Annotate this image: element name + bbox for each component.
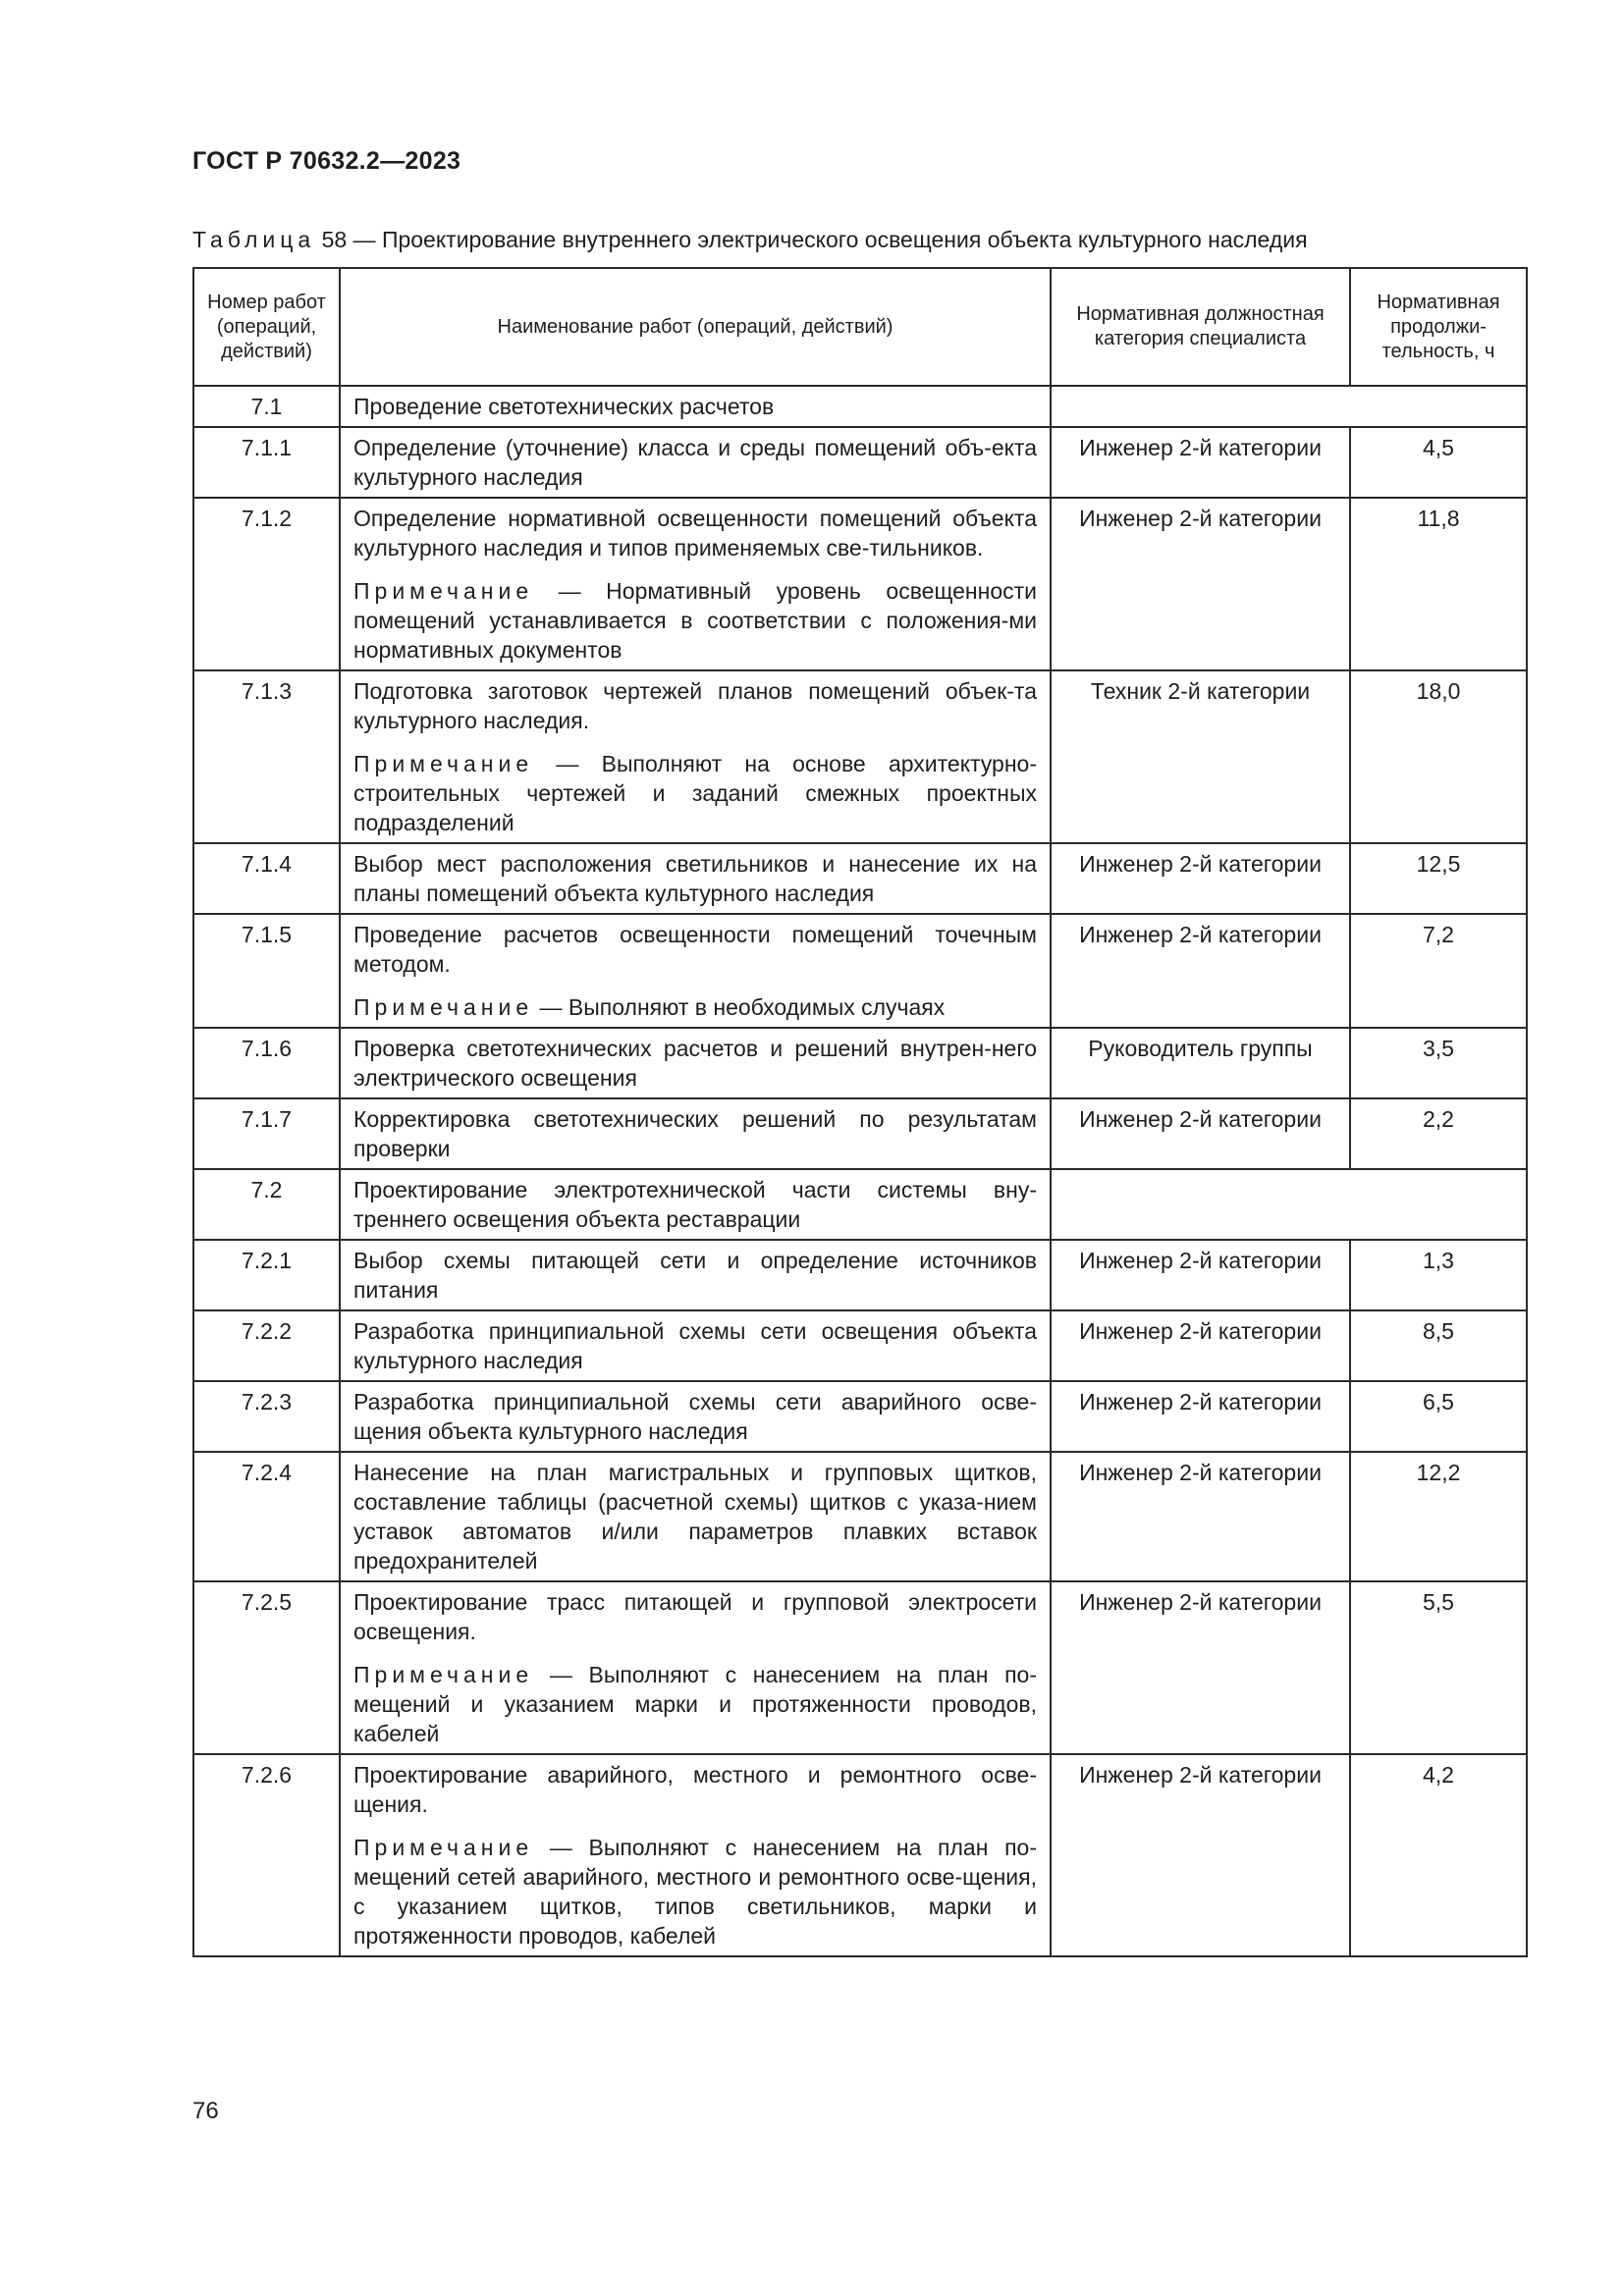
row-name: Выбор схемы питающей сети и определение источников питания bbox=[353, 1248, 1037, 1303]
row-duration: 3,5 bbox=[1350, 1028, 1527, 1098]
row-category: Руководитель группы bbox=[1051, 1028, 1350, 1098]
document-title: ГОСТ Р 70632.2—2023 bbox=[192, 147, 461, 175]
row-note-label: Примечание bbox=[353, 994, 534, 1020]
table-row bbox=[193, 498, 1527, 670]
row-number: 7.1.2 bbox=[193, 498, 340, 670]
row-name: Определение нормативной освещенности помещений объекта культурного наследия и типов применяемых све-тильников. bbox=[353, 506, 1037, 561]
row-duration: 4,5 bbox=[1350, 427, 1527, 498]
row-name: Проверка светотехнических расчетов и решений внутрен-него электрического освещения bbox=[353, 1036, 1037, 1091]
table-row bbox=[193, 670, 1527, 843]
row-note-label: Примечание bbox=[353, 578, 534, 604]
row-note-text: — Выполняют в необходимых случаях bbox=[539, 994, 946, 1020]
row-category: Инженер 2-й категории bbox=[1051, 1240, 1350, 1310]
row-name-cell bbox=[340, 427, 1051, 498]
row-empty-cell bbox=[1051, 386, 1527, 427]
row-name: Проведение расчетов освещенности помещений точечным методом. bbox=[353, 922, 1037, 977]
row-name-cell bbox=[340, 1240, 1051, 1310]
column-header-name: Наименование работ (операций, действий) bbox=[340, 268, 1051, 386]
row-name-cell bbox=[340, 1169, 1051, 1240]
table-caption bbox=[192, 227, 1308, 253]
row-duration: 2,2 bbox=[1350, 1098, 1527, 1169]
row-name-cell bbox=[340, 1028, 1051, 1098]
row-number: 7.2.2 bbox=[193, 1310, 340, 1381]
table-body bbox=[193, 386, 1527, 1956]
row-name-cell bbox=[340, 1452, 1051, 1581]
row-note bbox=[353, 576, 1037, 665]
row-duration: 8,5 bbox=[1350, 1310, 1527, 1381]
row-category: Техник 2-й категории bbox=[1051, 670, 1350, 843]
row-note bbox=[353, 1833, 1037, 1950]
row-name-cell bbox=[340, 1381, 1051, 1452]
table-row bbox=[193, 1310, 1527, 1381]
row-name-cell bbox=[340, 1098, 1051, 1169]
row-note-label: Примечание bbox=[353, 751, 534, 776]
row-note-text: — Выполняют с нанесением на план по-мещений сетей аварийного, местного и ремонтного осве-щения, с указанием щитков, типов светильников, марки и протяженности проводов, кабелей bbox=[353, 1835, 1037, 1949]
row-duration: 1,3 bbox=[1350, 1240, 1527, 1310]
row-name: Проектирование аварийного, местного и ремонтного осве-щения. bbox=[353, 1762, 1037, 1817]
row-note-text: — Нормативный уровень освещенности помещений устанавливается в соответствии с положения-ми нормативных документов bbox=[353, 578, 1038, 663]
row-note-label: Примечание bbox=[353, 1835, 534, 1860]
table-row bbox=[193, 427, 1527, 498]
table-row bbox=[193, 914, 1527, 1028]
row-number: 7.2.4 bbox=[193, 1452, 340, 1581]
row-duration: 4,2 bbox=[1350, 1754, 1527, 1956]
table-row bbox=[193, 1581, 1527, 1754]
row-number: 7.1 bbox=[193, 386, 340, 427]
column-header-duration: Нормативная продолжи-тельность, ч bbox=[1350, 268, 1527, 386]
row-duration: 5,5 bbox=[1350, 1581, 1527, 1754]
row-duration: 11,8 bbox=[1350, 498, 1527, 670]
table-row bbox=[193, 1754, 1527, 1956]
row-category: Инженер 2-й категории bbox=[1051, 1452, 1350, 1581]
row-name-cell bbox=[340, 1754, 1051, 1956]
row-note-label: Примечание bbox=[353, 1662, 534, 1687]
row-note bbox=[353, 1660, 1037, 1748]
table-row bbox=[193, 386, 1527, 427]
table-row bbox=[193, 1240, 1527, 1310]
row-category: Инженер 2-й категории bbox=[1051, 914, 1350, 1028]
table-header-row bbox=[193, 268, 1527, 386]
row-name-cell bbox=[340, 670, 1051, 843]
row-name: Выбор мест расположения светильников и нанесение их на планы помещений объекта культурного наследия bbox=[353, 851, 1037, 906]
table-row bbox=[193, 1452, 1527, 1581]
row-number: 7.1.5 bbox=[193, 914, 340, 1028]
row-note bbox=[353, 992, 1037, 1022]
row-duration: 6,5 bbox=[1350, 1381, 1527, 1452]
row-note bbox=[353, 749, 1037, 837]
works-table bbox=[192, 267, 1528, 1957]
row-name-cell bbox=[340, 498, 1051, 670]
row-note-text: — Выполняют с нанесением на план по-мещений и указанием марки и протяженности проводов, кабелей bbox=[353, 1662, 1037, 1746]
row-number: 7.1.3 bbox=[193, 670, 340, 843]
row-category: Инженер 2-й категории bbox=[1051, 843, 1350, 914]
row-category: Инженер 2-й категории bbox=[1051, 1310, 1350, 1381]
row-name-cell bbox=[340, 914, 1051, 1028]
table-row bbox=[193, 1381, 1527, 1452]
row-name-cell bbox=[340, 1310, 1051, 1381]
row-name: Определение (уточнение) класса и среды помещений объ-екта культурного наследия bbox=[353, 435, 1037, 490]
row-duration: 12,5 bbox=[1350, 843, 1527, 914]
row-category: Инженер 2-й категории bbox=[1051, 498, 1350, 670]
page-number: 76 bbox=[192, 2098, 219, 2124]
row-note-text: — Выполняют на основе архитектурно-строительных чертежей и заданий смежных проектных подразделений bbox=[353, 751, 1037, 835]
column-header-category: Нормативная должностная категория специалиста bbox=[1051, 268, 1350, 386]
row-number: 7.2.3 bbox=[193, 1381, 340, 1452]
row-number: 7.1.7 bbox=[193, 1098, 340, 1169]
table-caption-text: 58 — Проектирование внутреннего электрического освещения объекта культурного наследия bbox=[321, 227, 1308, 252]
row-number: 7.2.6 bbox=[193, 1754, 340, 1956]
row-name: Нанесение на план магистральных и групповых щитков, составление таблицы (расчетной схемы) щитков с указа-нием уставок автоматов и/или параметров плавких вставок предохранителей bbox=[353, 1460, 1037, 1574]
row-name: Разработка принципиальной схемы сети аварийного осве-щения объекта культурного наследия bbox=[353, 1389, 1037, 1444]
column-header-number: Номер работ (операций, действий) bbox=[193, 268, 340, 386]
row-empty-cell bbox=[1051, 1169, 1527, 1240]
row-category: Инженер 2-й категории bbox=[1051, 1754, 1350, 1956]
row-number: 7.1.4 bbox=[193, 843, 340, 914]
row-name-cell bbox=[340, 386, 1051, 427]
row-category: Инженер 2-й категории bbox=[1051, 1381, 1350, 1452]
row-number: 7.2.5 bbox=[193, 1581, 340, 1754]
row-name: Проектирование трасс питающей и групповой электросети освещения. bbox=[353, 1589, 1037, 1644]
row-name: Разработка принципиальной схемы сети освещения объекта культурного наследия bbox=[353, 1318, 1037, 1373]
table-caption-label: Таблица bbox=[192, 227, 316, 252]
row-duration: 12,2 bbox=[1350, 1452, 1527, 1581]
row-name-cell bbox=[340, 843, 1051, 914]
row-name: Проведение светотехнических расчетов bbox=[353, 394, 775, 419]
row-category: Инженер 2-й категории bbox=[1051, 427, 1350, 498]
row-number: 7.2.1 bbox=[193, 1240, 340, 1310]
row-duration: 18,0 bbox=[1350, 670, 1527, 843]
table-row bbox=[193, 1169, 1527, 1240]
table-row bbox=[193, 1028, 1527, 1098]
table-row bbox=[193, 1098, 1527, 1169]
row-number: 7.2 bbox=[193, 1169, 340, 1240]
row-number: 7.1.6 bbox=[193, 1028, 340, 1098]
row-name: Корректировка светотехнических решений по результатам проверки bbox=[353, 1106, 1037, 1161]
row-name: Проектирование электротехнической части системы вну-треннего освещения объекта реставрации bbox=[353, 1177, 1037, 1232]
row-name-cell bbox=[340, 1581, 1051, 1754]
row-category: Инженер 2-й категории bbox=[1051, 1581, 1350, 1754]
row-duration: 7,2 bbox=[1350, 914, 1527, 1028]
row-number: 7.1.1 bbox=[193, 427, 340, 498]
row-name: Подготовка заготовок чертежей планов помещений объек-та культурного наследия. bbox=[353, 678, 1037, 733]
table-row bbox=[193, 843, 1527, 914]
row-category: Инженер 2-й категории bbox=[1051, 1098, 1350, 1169]
